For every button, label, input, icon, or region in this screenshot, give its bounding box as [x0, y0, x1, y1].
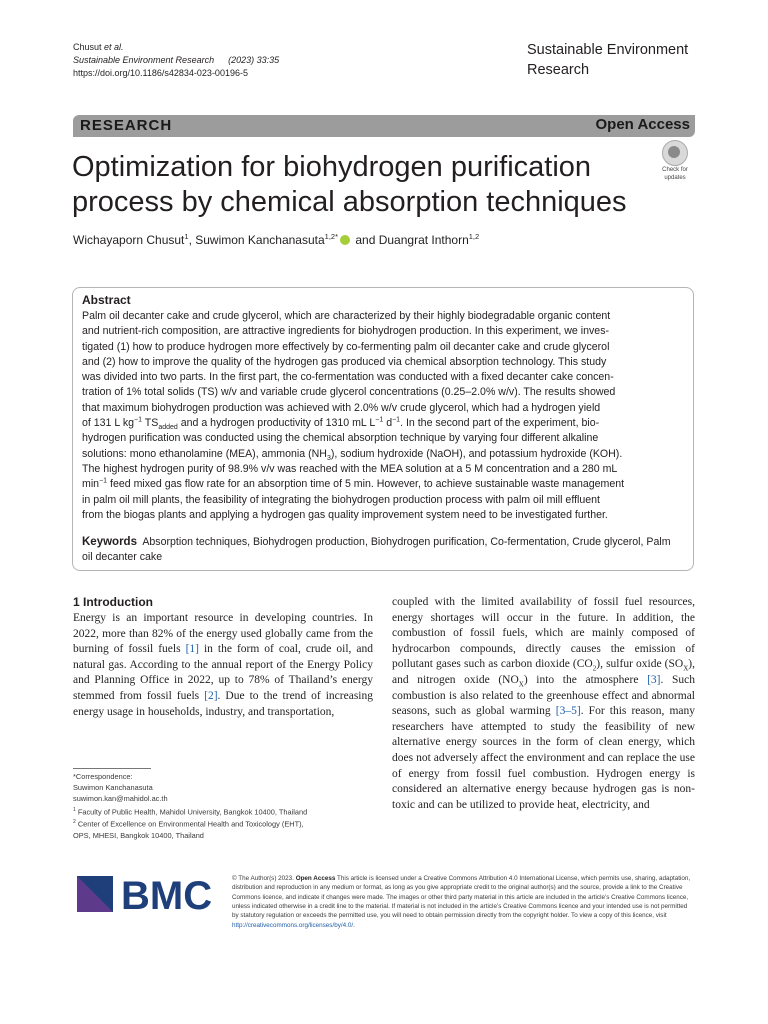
reference-link[interactable]: [2]: [204, 689, 218, 702]
journal-name-line-1: Sustainable Environment: [527, 42, 689, 58]
year-volume: (2023) 33:35: [228, 55, 280, 65]
body-column-right: [392, 595, 695, 813]
corresponding-email[interactable]: suwimon.kan@mahidol.ac.th: [73, 794, 168, 804]
corresponding-author: Suwimon Kanchanasuta: [73, 783, 153, 793]
reference-link[interactable]: [3–5]: [555, 705, 581, 718]
author-1-affil: 1: [184, 232, 189, 241]
affil-sup: 2: [73, 819, 76, 826]
abstract-sup: −1: [392, 416, 401, 424]
correspondence-label: *Correspondence:: [73, 772, 133, 781]
abstract-line: that maximum biohydrogen production was achieved with 2.0% w/v crude glycerol, which had a hydrogen yield: [82, 401, 601, 414]
license-open-access: Open Access: [295, 875, 336, 882]
author-1[interactable]: Wichayaporn Chusut: [73, 233, 185, 247]
author-short: Chusut: [73, 42, 102, 52]
orcid-icon[interactable]: [340, 235, 350, 245]
article-title: [72, 150, 652, 220]
abstract-line: and nutrient-rich composition, are attractive ingredients for biohydrogen production. In this experiment, we inves-: [82, 325, 610, 338]
keywords-label: Keywords: [82, 536, 137, 548]
text-run: Energy is an important resource in developing countries. In 2022, more than 82% of the energy used globally came from the burning of fossil fuels: [73, 612, 373, 656]
text-run: coupled with the limited availability of fossil fuel resources, energy shortages will occur in the future. In addition, the combustion of fossil fuels, which are mainly composed of hydrocarbon compounds, directly causes the emission of pollutant gases such as carbon dioxide (CO: [392, 596, 695, 671]
author-list: [73, 229, 479, 248]
abstract-line: tration of 1% total solids (TS) w/v and variable crude glycerol concentrations (0.25–2.0% w/v). The results showed: [82, 386, 616, 399]
text-run: in the form of coal, crude oil, and natural gas. According to the annual report of the Energy Policy and Planning Office in 2022, up to 78% of Thailand’s energy stemmed from fossil fuels: [73, 643, 373, 702]
article-type-bar: [73, 115, 695, 137]
reference-link[interactable]: [3]: [647, 673, 661, 686]
license-frag: This article is licensed under a Creative Commons Attribution 4.0 International License, which permits use, sharing, adaptation, distribution and reproduction in any medium or format, as long as you give appropriate credit to the original author(s) and the source, provide a link to the Creative Commons licence, and indicate if changes were made. The images or other third party material in this article are included in the article’s Creative Commons licence, unless indicated otherwise in a credit line to the material. If material is not included in the article’s Creative Commons licence and your intended use is not permitted by statutory regulation or exceeds the permitted use, you will need to obtain permission directly from the copyright holder. To view a copy of this licence, visit: [232, 875, 691, 920]
abstract-line: [82, 477, 682, 492]
text-run: . Due to the trend of increasing energy usage in households, industry, and transportation,: [73, 689, 373, 718]
license-frag: © The Author(s) 2023.: [232, 875, 296, 882]
affil-sup: 1: [73, 806, 76, 813]
paragraph: [392, 595, 695, 813]
title-line-2: process by chemical absorption techniques: [72, 186, 627, 218]
body-column-left: [73, 611, 373, 720]
open-access-label: Open Access: [595, 116, 690, 133]
abstract-heading: Abstract: [82, 293, 131, 307]
affil-text: Center of Excellence on Environmental Health and Toxicology (EHT),: [75, 819, 304, 829]
abstract-sup: −1: [99, 477, 108, 485]
footnote-divider: [73, 768, 151, 769]
abstract-sup: −1: [134, 416, 143, 424]
abstract-line: Palm oil decanter cake and crude glycerol, which are characterized by their highly biodegradable organic content: [82, 310, 611, 322]
subscript: X: [518, 680, 524, 689]
abstract-text: [82, 309, 682, 523]
journal-italic: Sustainable Environment Research: [73, 55, 215, 65]
abstract-frag: ), sodium hydroxide (NaOH), and potassium hydroxide (KOH).: [330, 447, 623, 460]
text-run: ), and nitrogen oxide (NO: [392, 658, 695, 686]
abstract-frag: d: [383, 417, 393, 430]
text-run: ), sulfur oxide (SO: [596, 658, 684, 671]
check-updates-text-2: updates: [664, 175, 686, 181]
keywords-text: Absorption techniques, Biohydrogen production, Biohydrogen purification, Co-fermentation, Crude glycerol, Palm oil decanter cake: [82, 536, 671, 564]
abstract-frag: min: [82, 478, 100, 491]
abstract-frag: . In the second part of the experiment, bio-: [400, 417, 600, 430]
abstract-line: tigated (1) how to produce hydrogen more effectively by co-fermenting palm oil decanter cake and crude glycerol: [82, 340, 610, 353]
subscript: X: [683, 664, 689, 673]
abstract-sup: −1: [375, 416, 384, 424]
bmc-logo-text: BMC: [121, 876, 213, 914]
text-run: . For this reason, many researchers have attempted to study the feasibility of new alternative energy sources in the form of clean energy, which does not adversely affect the environment and can replace the use of energy from fossil fuel combustion. Hydrogen energy is considered an alternative energy because hydrogen gas is non-toxic and can be utilized to provide heat, electricity, and: [392, 705, 695, 811]
abstract-line: [82, 416, 682, 431]
affiliation-2-cont: OPS, MHESI, Bangkok 10400, Thailand: [73, 830, 204, 840]
affiliation-2: [73, 817, 373, 830]
abstract-line: in palm oil mill plants, the feasibility of integrating the biohydrogen production process with palm oil mill effluent: [82, 493, 600, 506]
subscript: 2: [592, 664, 597, 673]
title-line-1: Optimization for biohydrogen purification: [72, 151, 592, 183]
text-run: ) into the atmosphere: [523, 673, 648, 686]
footnotes: [73, 771, 373, 841]
doi-link[interactable]: https://doi.org/10.1186/s42834-023-00196-5: [73, 68, 248, 78]
abstract-line: The highest hydrogen purity of 98.9% v/v was reached with the MEA solution at a 5 M concentration and a 280 mL: [82, 462, 618, 475]
author-3-affil: 1,2: [468, 232, 480, 241]
section-heading: 1 Introduction: [73, 595, 153, 609]
author-2-affil: 1,2*: [324, 232, 339, 241]
abstract-sub: 3: [326, 454, 331, 462]
abstract-frag: of 131 L kg: [82, 417, 135, 430]
abstract-frag: solutions: mono ethanolamine (MEA), ammonia (NH: [82, 447, 327, 460]
check-for-updates-badge[interactable]: [656, 140, 694, 180]
check-updates-text-1: Check for: [662, 167, 688, 173]
abstract-line: was divided into two parts. In the first part, the co-fermentation was conducted with a fixed decanter cake concen-: [82, 371, 614, 384]
bmc-logo-graphic: [77, 876, 217, 914]
abstract-line: hydrogen purification was conducted using the chemical absorption technique by varying four different alkaline: [82, 432, 599, 445]
abstract-sub: added: [158, 424, 178, 432]
et-al: et al.: [104, 42, 124, 52]
text-run: . Such combustion is also related to the greenhouse effect and abnormal seasons, such as global warming: [392, 673, 696, 718]
article-type-label: RESEARCH: [80, 117, 173, 134]
paragraph: [73, 611, 373, 720]
license-link[interactable]: http://creativecommons.org/licenses/by/4.0/: [232, 921, 354, 929]
abstract-line: from the biogas plants and applying a hydrogen gas quality improvement system need to be investigated further.: [82, 508, 608, 521]
abstract-frag: TS: [142, 417, 159, 430]
check-updates-icon: [662, 140, 688, 166]
affiliation-1: [73, 805, 373, 818]
license-frag: .: [353, 921, 355, 929]
reference-link[interactable]: [1]: [185, 643, 199, 656]
journal-name: [527, 40, 688, 80]
bmc-logo: [77, 876, 217, 914]
author-3[interactable]: and Duangrat Inthorn: [352, 233, 469, 247]
citation-block: [73, 41, 279, 80]
author-2[interactable]: , Suwimon Kanchanasuta: [188, 233, 325, 247]
keywords: [82, 535, 682, 566]
journal-name-line-2: Research: [527, 62, 590, 78]
affil-text: Faculty of Public Health, Mahidol University, Bangkok 10400, Thailand: [75, 807, 308, 817]
license-text: [232, 874, 695, 930]
abstract-line: and (2) how to improve the quality of the hydrogen gas produced via chemical absorption technology. This study: [82, 355, 607, 368]
abstract-line: [82, 447, 682, 462]
abstract-frag: feed mixed gas flow rate for an absorption time of 5 min. However, to achieve sustainable waste management: [107, 478, 625, 491]
abstract-frag: and a hydrogen productivity of 1310 mL L: [177, 417, 376, 430]
